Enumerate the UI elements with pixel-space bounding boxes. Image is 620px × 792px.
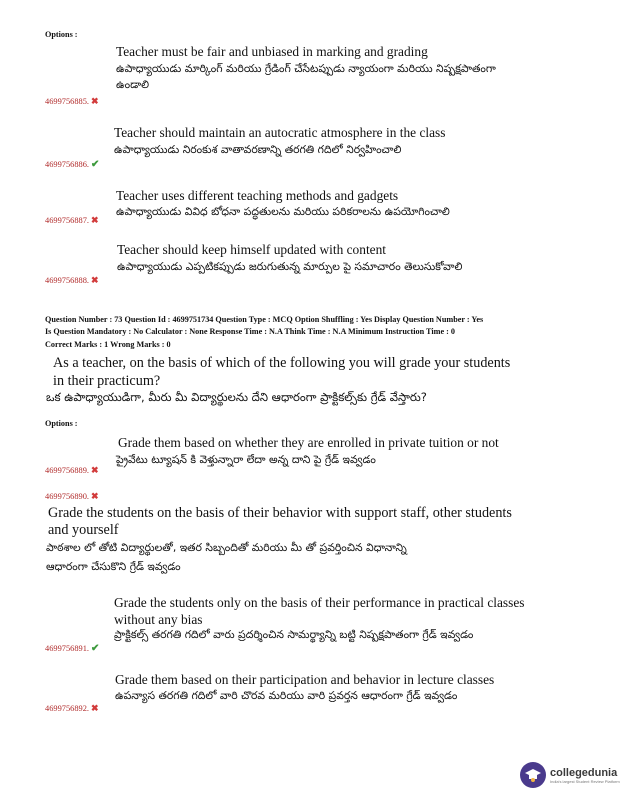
option-id-text: 4699756890. <box>45 492 89 501</box>
correct-check-icon: ✔ <box>90 159 100 170</box>
option-text-te: ఉపాధ్యాయుడు నిరంకుశ వాతావరణాన్ని తరగతి గదిలో నిర్వహించాలి <box>114 143 402 156</box>
option-text-te: పాఠశాల లో తోటి విద్యార్థులతో, ఇతర సిబ్బందితో మరియు మీ తో ప్రవర్తించిన విధానాన్ని <box>46 541 407 554</box>
question-meta <box>45 314 605 351</box>
question-meta-line: Is Question Mandatory : No Calculator : None Response Time : N.A Think Time : N.A Minimum Instruction Time : 0 <box>45 327 456 337</box>
options-label: Options : <box>45 419 78 428</box>
option-text-te: ఉండాలి <box>116 78 150 91</box>
option-id <box>45 703 99 714</box>
option-id-text: 4699756892. <box>45 704 89 713</box>
logo-text: collegedunia <box>550 766 618 779</box>
option-text-te: ప్రైవేటు ట్యూషన్ కి వెళ్తున్నారా లేదా అన్న దాని పై గ్రేడ్ ఇవ్వడం <box>116 453 376 466</box>
question-text-en: As a teacher, on the basis of which of the following you will grade your students <box>53 355 511 371</box>
wrong-mark-icon: ✖ <box>90 215 99 225</box>
option-id-text: 4699756889. <box>45 466 89 475</box>
option-id-text: 4699756891. <box>45 644 89 653</box>
question-meta-line: Question Number : 73 Question Id : 4699751734 Question Type : MCQ Option Shuffling : Yes Display Question Number : Yes <box>45 315 484 324</box>
wrong-mark-icon: ✖ <box>90 465 99 475</box>
option-id <box>45 275 99 286</box>
option-text-en: Grade the students on the basis of their behavior with support staff, other students <box>48 505 512 521</box>
option-text-en: Teacher uses different teaching methods and gadgets <box>116 188 399 203</box>
wrong-mark-icon: ✖ <box>90 491 99 501</box>
option-id-text: 4699756885. <box>45 97 89 106</box>
option-text-te: ఉపన్యాస తరగతి గదిలో వారి చొరవ మరియు వారి ప్రవర్తన ఆధారంగా గ్రేడ్ ఇవ్వడం <box>115 689 458 702</box>
question-text-en: in their practicum? <box>53 373 161 389</box>
option-id-text: 4699756886. <box>45 160 89 169</box>
option-text-te: ఉపాధ్యాయుడు మార్కింగ్ మరియు గ్రేడింగ్ చేసేటప్పుడు న్యాయంగా మరియు నిష్పక్షపాతంగా <box>116 62 496 75</box>
question-text-te: ఒక ఉపాధ్యాయుడిగా, మీరు మీ విద్యార్థులను దేని ఆధారంగా ప్రాక్టికల్స్‌కు గ్రేడ్ వేస్తారు? <box>46 390 427 404</box>
option-id-text: 4699756888. <box>45 276 89 285</box>
option-id <box>45 643 99 654</box>
wrong-mark-icon: ✖ <box>90 275 99 285</box>
option-text-en: and yourself <box>48 522 119 538</box>
option-text-te: ఉపాధ్యాయుడు ఎప్పటికప్పుడు జరుగుతున్న మార్పుల పై సమాచారం తెలుసుకోవాలి <box>117 260 463 273</box>
option-text-en: Grade them based on their participation and behavior in lecture classes <box>115 672 495 687</box>
option-text-en: without any bias <box>114 612 203 627</box>
option-text-en: Teacher should maintain an autocratic atmosphere in the class <box>114 125 446 140</box>
option-id-text: 4699756887. <box>45 216 89 225</box>
correct-check-icon: ✔ <box>90 643 100 654</box>
question-meta-line: Correct Marks : 1 Wrong Marks : 0 <box>45 339 171 349</box>
option-id <box>45 465 99 476</box>
option-text-en: Teacher should keep himself updated with content <box>117 242 387 257</box>
option-text-en: Teacher must be fair and unbiased in marking and grading <box>116 44 428 59</box>
option-text-te: ఉపాధ్యాయుడు వివిధ బోధనా పద్ధతులను మరియు పరికరాలను ఉపయోగించాలి <box>116 205 450 218</box>
option-text-en: Grade them based on whether they are enrolled in private tuition or not <box>118 435 499 450</box>
graduate-cap-icon <box>520 762 546 788</box>
option-text-te: ఆధారంగా చేసుకొని గ్రేడ్ ఇవ్వడం <box>46 560 181 573</box>
option-id <box>45 491 99 502</box>
options-label: Options : <box>45 30 78 39</box>
wrong-mark-icon: ✖ <box>90 96 99 106</box>
collegedunia-logo <box>520 762 620 788</box>
option-text-te: ప్రాక్టికల్స్ తరగతి గదిలో వారు ప్రదర్శించిన సామర్థ్యాన్ని బట్టి నిష్పక్షపాతంగా గ్రేడ్ ఇవ్వడం <box>114 628 474 641</box>
option-id <box>45 215 99 226</box>
wrong-mark-icon: ✖ <box>90 703 99 713</box>
logo-subtext: India's largest Student Review Platform <box>550 778 620 784</box>
option-id <box>45 159 99 170</box>
option-id <box>45 96 99 107</box>
option-text-en: Grade the students only on the basis of their performance in practical classes <box>114 595 525 610</box>
